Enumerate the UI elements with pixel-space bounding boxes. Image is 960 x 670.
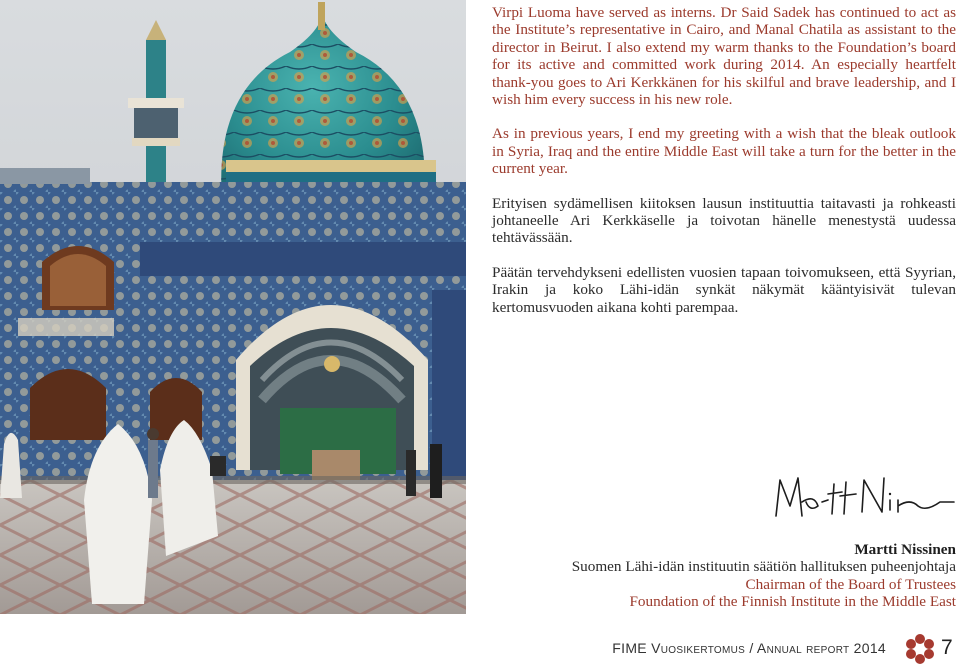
signature-block bbox=[516, 541, 956, 611]
signatory-role-finnish: Suomen Lähi-idän instituutin säätiön hallituksen puheenjohtaja bbox=[571, 558, 956, 576]
finnish-paragraph-closing-wish: Päätän tervehdykseni edellisten vuosien tapaan toivomukseen, että Syyrian, Irakin ja koko Lähi-idän synkät näkymät kääntyisivät tulevan kertomusvuoden aikana kohti parempaa. bbox=[492, 263, 956, 316]
signatory-organization-english: Foundation of the Finnish Institute in the Middle East bbox=[629, 593, 956, 611]
page-footer-title bbox=[612, 640, 886, 656]
letter-text bbox=[492, 4, 956, 333]
handwritten-signature bbox=[770, 472, 956, 522]
finnish-paragraph-thanks: Erityisen sydämellisen kiitoksen lausun instituuttia taitavasti ja rohkeasti johtaneelle Ari Kerkkäselle ja toivotan hänelle menestystä uudessa tehtävässään. bbox=[492, 194, 956, 247]
page-number: 7 bbox=[941, 636, 953, 659]
signatory-name: Martti Nissinen bbox=[854, 541, 956, 558]
mosque-photo bbox=[0, 0, 466, 614]
fime-flower-logo-icon bbox=[904, 633, 936, 665]
footer-prefix: FIME bbox=[612, 640, 652, 656]
footer-year: 2014 bbox=[849, 640, 886, 656]
english-paragraph-thanks: Virpi Luoma have served as interns. Dr Said Sadek has continued to act as the Institute’s representative in Cairo, and Manal Chatila as assistant to the director in Beirut. I also extend my warm thanks to the Foundation’s board for its active and committed work during 2014. An especially heartfelt thank-you goes to Ari Kerkkänen for his skilful and brave leadership, and I wish him every success in his new role. bbox=[492, 4, 956, 109]
english-paragraph-closing-wish: As in previous years, I end my greeting with a wish that the bleak outlook in Syria, Iraq and the entire Middle East will take a turn for the better in the current year. bbox=[492, 125, 956, 178]
footer-report-title: Vuosikertomus / Annual report bbox=[651, 640, 850, 656]
signatory-role-english: Chairman of the Board of Trustees bbox=[745, 575, 956, 593]
